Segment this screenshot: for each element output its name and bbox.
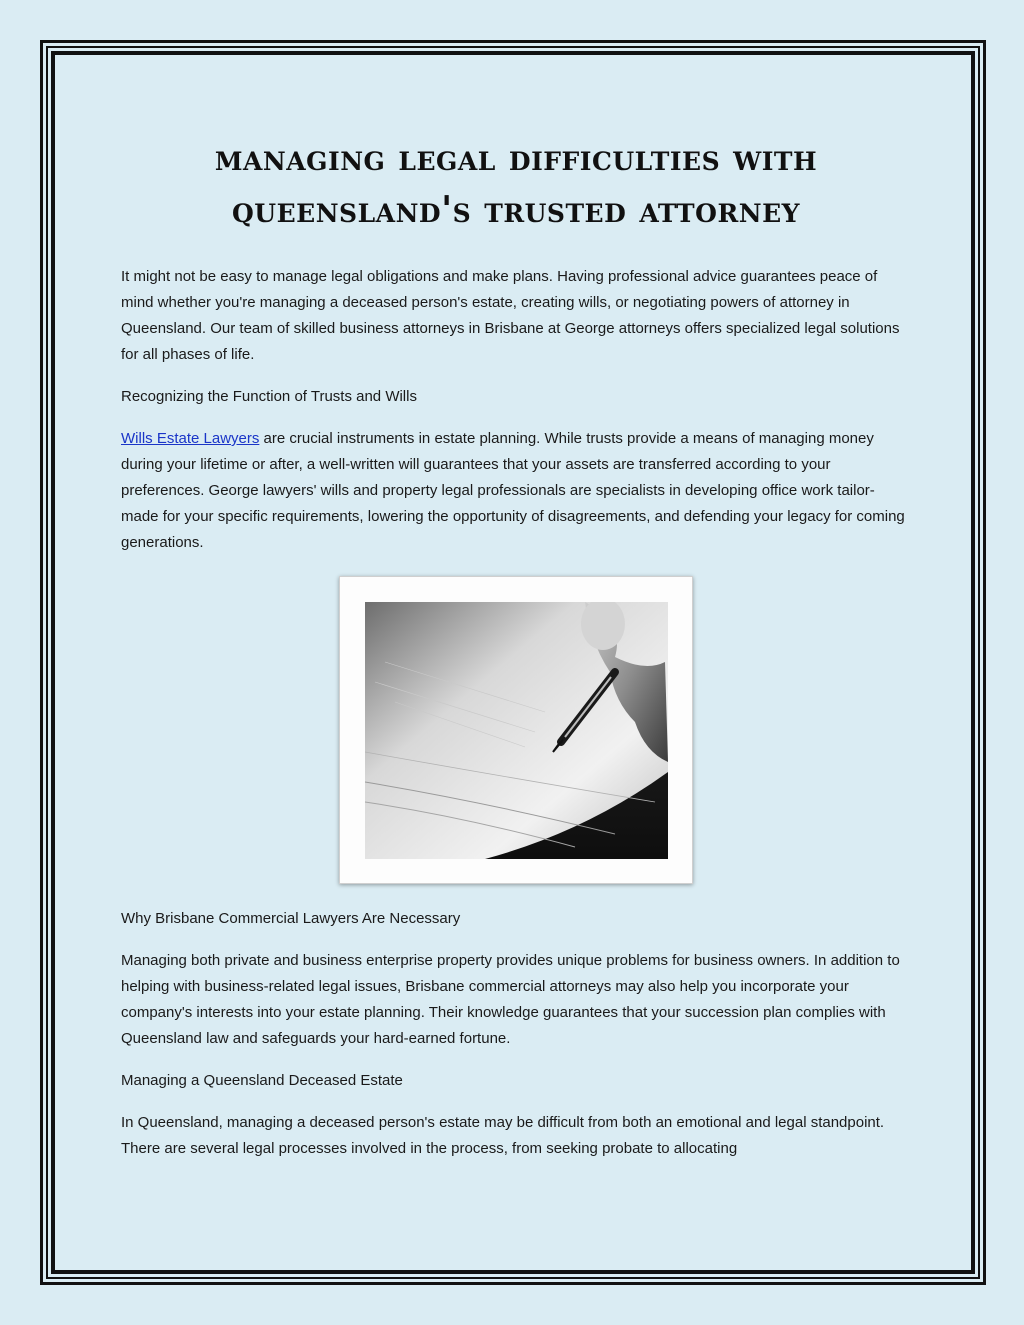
section-paragraph-trusts-wills: [121, 426, 911, 556]
section-heading-deceased-estate: Managing a Queensland Deceased Estate: [121, 1072, 403, 1089]
title-line-1: managing legal difficulties with: [214, 137, 818, 179]
document-content: [121, 132, 911, 1178]
section-paragraph-deceased-estate: In Queensland, managing a deceased person's estate may be difficult from both an emotional and legal standpoint. There are several legal processes involved in the process, from seeking probate to allocating: [121, 1114, 885, 1157]
section-heading-commercial-lawyers: Why Brisbane Commercial Lawyers Are Necessary: [121, 910, 461, 927]
document-title: [97, 132, 935, 236]
signing-photo: [365, 602, 668, 859]
wills-estate-lawyers-link[interactable]: Wills Estate Lawyers: [121, 430, 260, 447]
section-body-trusts-wills: are crucial instruments in estate planning. While trusts provide a means of managing money during your lifetime or after, a well-written will guarantees that your assets are transferred according to your preferences. George lawyers' wills and property legal professionals are specialists in developing office work tailor-made for your specific requirements, lowering the opportunity of disagreements, and defending your legacy for coming generations.: [121, 430, 905, 551]
figure-container: [121, 576, 911, 884]
section-paragraph-commercial-lawyers: Managing both private and business enterprise property provides unique problems for business owners. In addition to helping with business-related legal issues, Brisbane commercial attorneys may also help you incorporate your company's interests into your estate planning. Their knowledge guarantees that your succession plan complies with Queensland law and safeguards your hard-earned fortune.: [121, 952, 900, 1047]
title-line-2: queensland's trusted attorney: [232, 189, 800, 231]
signing-photo-frame: [339, 576, 693, 884]
section-heading-trusts-wills: Recognizing the Function of Trusts and Wills: [121, 388, 417, 405]
intro-paragraph: It might not be easy to manage legal obligations and make plans. Having professional advice guarantees peace of mind whether you're managing a deceased person's estate, creating wills, or negotiating powers of attorney in Queensland. Our team of skilled business attorneys in Brisbane at George attorneys offers specialized legal solutions for all phases of life.: [121, 268, 900, 363]
